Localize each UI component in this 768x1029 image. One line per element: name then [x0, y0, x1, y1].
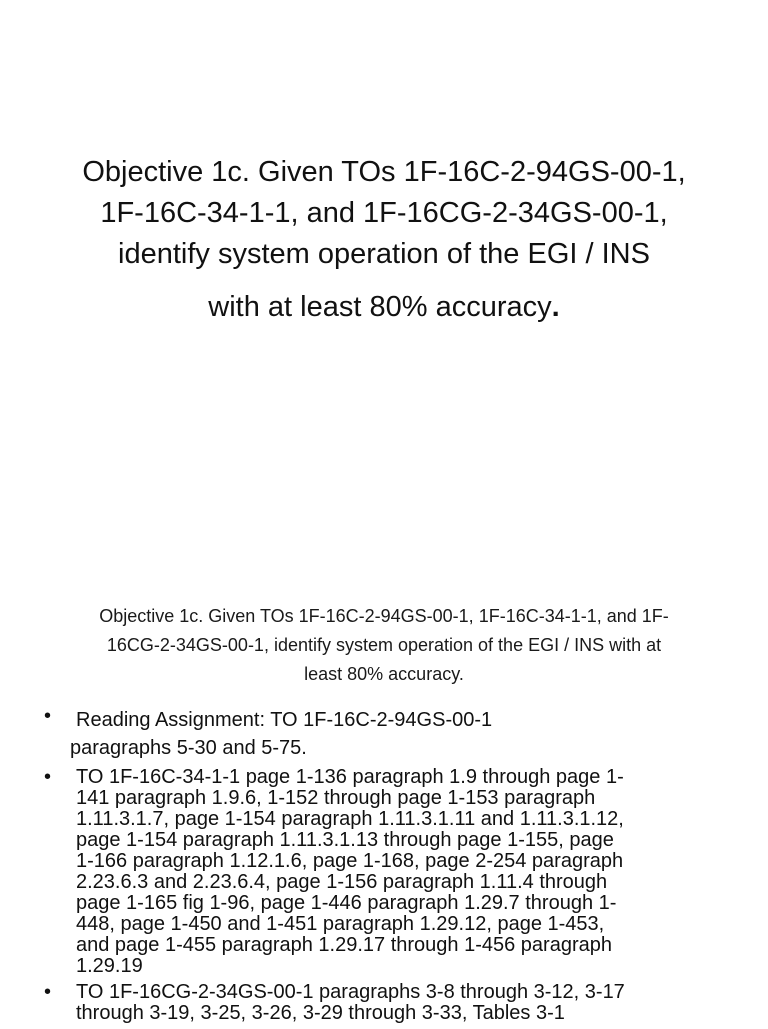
assignment-line: 2.23.6.3 and 2.23.6.4, page 1-156 paragraph 1.11.4 through: [76, 871, 608, 893]
title-line-text: with at least 80% accuracy: [208, 291, 552, 323]
bullet-icon: •: [44, 766, 52, 788]
assignment-line: 1.11.3.1.7, page 1-154 paragraph 1.11.3.1.11 and 1.11.3.1.12,: [76, 808, 624, 830]
bullet-icon: •: [44, 981, 52, 1003]
notes-line: least 80% accuracy.: [304, 664, 464, 684]
assignment-line: page 1-165 fig 1-96, page 1-446 paragraph 1.29.7 through 1-: [76, 892, 617, 914]
title-line-last: [40, 287, 728, 328]
assignment-item: [44, 706, 754, 762]
assignment-line: 448, page 1-450 and 1-451 paragraph 1.29.12, page 1-453,: [76, 913, 605, 935]
slide-title: [40, 152, 728, 328]
speaker-notes: [40, 602, 728, 689]
assignment-line: 1.29.19: [76, 955, 143, 977]
assignment-line: and page 1-455 paragraph 1.29.17 through 1-456 paragraph: [76, 934, 612, 956]
assignment-item: [44, 767, 754, 977]
assignment-line: paragraphs 5-30 and 5-75.: [70, 737, 307, 759]
title-period: .: [551, 291, 560, 323]
title-line: 1F-16C-34-1-1, and 1F-16CG-2-34GS-00-1,: [100, 197, 668, 229]
reading-assignment-list: [44, 706, 754, 1029]
title-line: identify system operation of the EGI / INS: [118, 238, 650, 270]
assignment-line: 1-166 paragraph 1.12.1.6, page 1-168, page 2-254 paragraph: [76, 850, 624, 872]
notes-line: Objective 1c. Given TOs 1F-16C-2-94GS-00-1, 1F-16C-34-1-1, and 1F-: [99, 606, 669, 626]
assignment-line: page 1-154 paragraph 1.11.3.1.13 through page 1-155, page: [76, 829, 614, 851]
assignment-line: Reading Assignment: TO 1F-16C-2-94GS-00-1: [76, 709, 493, 731]
assignment-line: through 3-19, 3-25, 3-26, 3-29 through 3-33, Tables 3-1: [76, 1002, 565, 1024]
notes-line: 16CG-2-34GS-00-1, identify system operation of the EGI / INS with at: [106, 635, 662, 655]
assignment-line: TO 1F-16CG-2-34GS-00-1 paragraphs 3-8 through 3-12, 3-17: [76, 981, 625, 1003]
assignment-line: TO 1F-16C-34-1-1 page 1-136 paragraph 1.9 through page 1-: [76, 766, 624, 788]
bullet-icon: •: [44, 705, 52, 727]
assignment-line: 141 paragraph 1.9.6, 1-152 through page 1-153 paragraph: [76, 787, 596, 809]
title-line: Objective 1c. Given TOs 1F-16C-2-94GS-00-1,: [82, 156, 686, 188]
assignment-item: [44, 982, 754, 1024]
